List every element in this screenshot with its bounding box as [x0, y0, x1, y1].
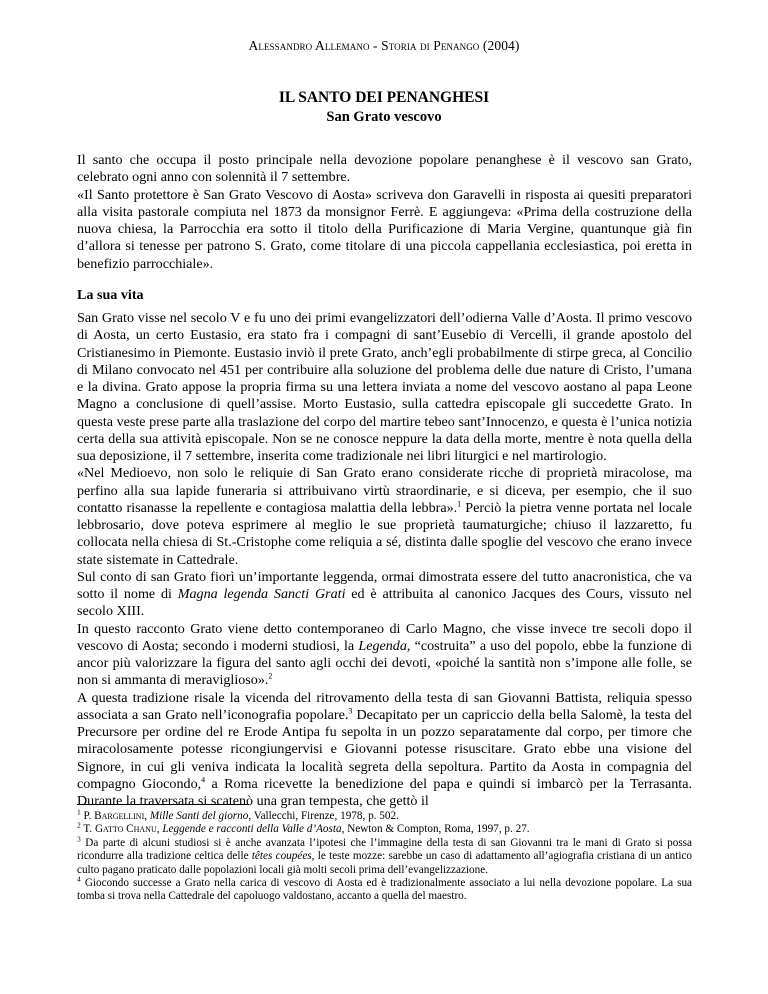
footnote-text: Da parte di alcuni studiosi si è anche avanzata l’ipotesi che l’immagine della testa di san Giovanni tra le mani di Grato si possa ricondurre alla tradizione celtica delle [77, 836, 693, 863]
paragraph [77, 465, 692, 569]
footnote-text: argellini [101, 810, 145, 822]
footnote-number: 3 [77, 834, 81, 844]
footnote-ref[interactable]: 2 [268, 671, 273, 681]
footnote-number: 2 [77, 820, 81, 830]
body-text [77, 152, 692, 810]
italic-title: Legenda [358, 637, 407, 654]
paragraph [77, 621, 692, 690]
page-title: IL SANTO DEI PENANGHESI [278, 89, 490, 106]
paragraph-text: Decapitato per un capriccio della bella Salomè, la testa del Precursore per ordine del re Erode Antipa fu sepolta in un pozzo separatamente dal corpo, per timore che miracolosamente potesse ricongiungervisi e Giovanni potesse risuscitare. Grato ebbe una visione del Signore, in cui gli veniva indicata la località segreta della sepoltura. Partito da Aosta in compagnia del compagno Giocondo, [77, 706, 692, 792]
header-text: A [248, 38, 259, 53]
footnote [77, 834, 693, 877]
italic-title: Magna legenda Sancti Grati [177, 586, 346, 602]
header-text: toria di [388, 38, 434, 53]
header-text: (2004) [479, 38, 520, 53]
footnote-text: Giocondo successe a Grato nella carica di vescovo di Aosta ed è tradizionalmente associato a lui nella devozione popolare. La sua tomba si trova nella Cattedrale del capoluogo valdostano, accanto a quella del maestro. [77, 877, 693, 903]
footnote-separator [77, 804, 249, 805]
footnote-italic: Mille Santi del giorno [149, 810, 249, 822]
header-text: - [369, 38, 382, 53]
header-text: A [315, 38, 325, 53]
footnote [77, 807, 692, 823]
footnote-ref[interactable]: 1 [457, 499, 462, 509]
footnote-italic: têtes coupées [251, 850, 312, 863]
running-header [0, 38, 768, 54]
paragraph [77, 690, 692, 811]
paragraph-text: In questo racconto Grato viene detto contemporaneo di Carlo Magno, che visse invece tre secoli dopo il vescovo di Aosta; secondo i moderni studiosi, la [77, 620, 692, 654]
page-subtitle: San Grato vescovo [326, 109, 442, 125]
footnote-ref[interactable]: 3 [348, 706, 353, 716]
footnote-text: atto [103, 823, 127, 836]
header-text: enango [440, 38, 480, 53]
footnotes [77, 807, 693, 904]
footnote-text: , Vallecchi, Firenze, 1978, p. 502. [248, 810, 399, 822]
paragraph-text: , “costruita” a uso del popolo, ebbe la funzione di ancor più valorizzare la figura del santo agli occhi dei devoti, «poiché la santità non s’impone alle folle, se non si ammanta di meraviglioso». [77, 637, 692, 689]
footnote [77, 820, 692, 836]
footnote-text: P. B [83, 810, 102, 822]
paragraph: Il santo che occupa il posto principale nella devozione popolare penanghese è il vescovo san Grato, celebrato ogni anno con solennità il 7 settembre. [77, 152, 692, 186]
footnote-text: T. G [83, 823, 104, 836]
paragraph: San Grato visse nel secolo V e fu uno dei primi evangelizzatori dell’odierna Valle d’Aosta. Il primo vescovo di Aosta, un certo Eustasio, era stato fra i compagni di sant’Eusebio di Vercelli, il grande apostolo del Cristianesimo in Piemonte. Eustasio inviò il prete Grato, anch’egli probabilmente di stirpe greca, al Concilio di Milano convocato nel 451 per contribuire alla soluzione del problema delle due nature di Cristo, l’umana e la divina. Grato appose la propria firma su una lettera inviata a nome del vescovo aostano al papa Leone Magno a conclusione di quell’assise. Morto Eustasio, sulla cattedra episcopale gli succedette Grato. In questa veste prese parte alla traslazione del corpo del martire tebeo sant’Innocenzo, e questa è l’unica notizia certa della sua attività episcopale. Non se ne conosce neppure la data della morte, mentre è nota quella della sua deposizione, il 7 settembre, inserita come tradizionale nei libri liturgici e nel martirologio. [77, 310, 692, 464]
paragraph [77, 569, 692, 621]
footnote-ref[interactable]: 4 [201, 775, 206, 785]
paragraph: «Il Santo protettore è San Grato Vescovo di Aosta» scriveva don Garavelli in risposta ai quesiti preparatori alla visita pastorale compiuta nel 1873 da monsignor Ferrè. E aggiungeva: «Prima della costruzione della nuova chiesa, la Parrocchia era sotto il titolo della Purificazione di Maria Vergine, quantunque già fin d’allora si tenesse per patrono S. Grato, come titolare di una piccola cappellania ecclesiastica, poi eretta in benefizio parrocchiale». [77, 186, 692, 272]
paragraph-text: a Roma ricevette la benedizione del papa e quindi si imbarcò per la Terrasanta. Durante la traversata si scatenò una gran tempesta, che gettò il [77, 775, 693, 809]
paragraph-text: Perciò la pietra venne portata nel locale lebbrosario, dove poteva esprimere al meglio le sue proprietà taumaturgiche; chiuso il lazzaretto, fu collocata nella chiesa di St.-Cristophe come reliquia a sé, distinta dalle spoglie del vescovo che erano invece state sistemate in Cattedrale. [77, 499, 692, 568]
footnote-italic: Leggende e racconti della Valle d’Aosta [162, 823, 342, 836]
paragraph-text: ed è attribuita al canonico Jacques des Cours, vissuto nel secolo XIII. [77, 586, 692, 620]
footnote-number: 1 [77, 807, 81, 817]
section-heading: La sua vita [77, 286, 144, 303]
footnote-text: C [126, 823, 134, 836]
footnote-text: hanu [133, 823, 157, 836]
header-text: llemano [324, 38, 370, 53]
header-text: lessandro [258, 38, 313, 53]
footnote-text: , Newton & Compton, Roma, 1997, p. 27. [341, 823, 530, 836]
header-text: P [433, 38, 441, 53]
paragraph-text: A questa tradizione risale la vicenda del ritrovamento della testa di san Giovanni Battista, reliquia spesso associata a san Grato nell’iconografia popolare. [77, 689, 692, 723]
footnote-number: 4 [77, 874, 81, 884]
header-text: S [381, 38, 389, 53]
footnote-text: , [156, 823, 163, 836]
footnote [77, 874, 693, 904]
footnote-text: , le teste mozze: sarebbe un caso di adattamento all’agiografia cristiana di un antico culto pagano praticato dalle popolazioni locali già molti secoli prima dell’evangelizzazione. [77, 850, 692, 876]
paragraph-text: Sul conto di san Grato fiorì un’importante leggenda, ormai dimostrata essere del tutto anacronistica, che va sotto il nome di [77, 568, 692, 602]
paragraph-text: «Nel Medioevo, non solo le reliquie di San Grato erano considerate ricche di proprietà miracolose, ma perfino alla sua lapide funeraria si attribuivano virtù straordinarie, e si diceva, per esempio, che il suo contatto risanasse la repellente e contagiosa malattia della lebbra». [77, 465, 692, 516]
footnote-text: , [144, 810, 150, 822]
